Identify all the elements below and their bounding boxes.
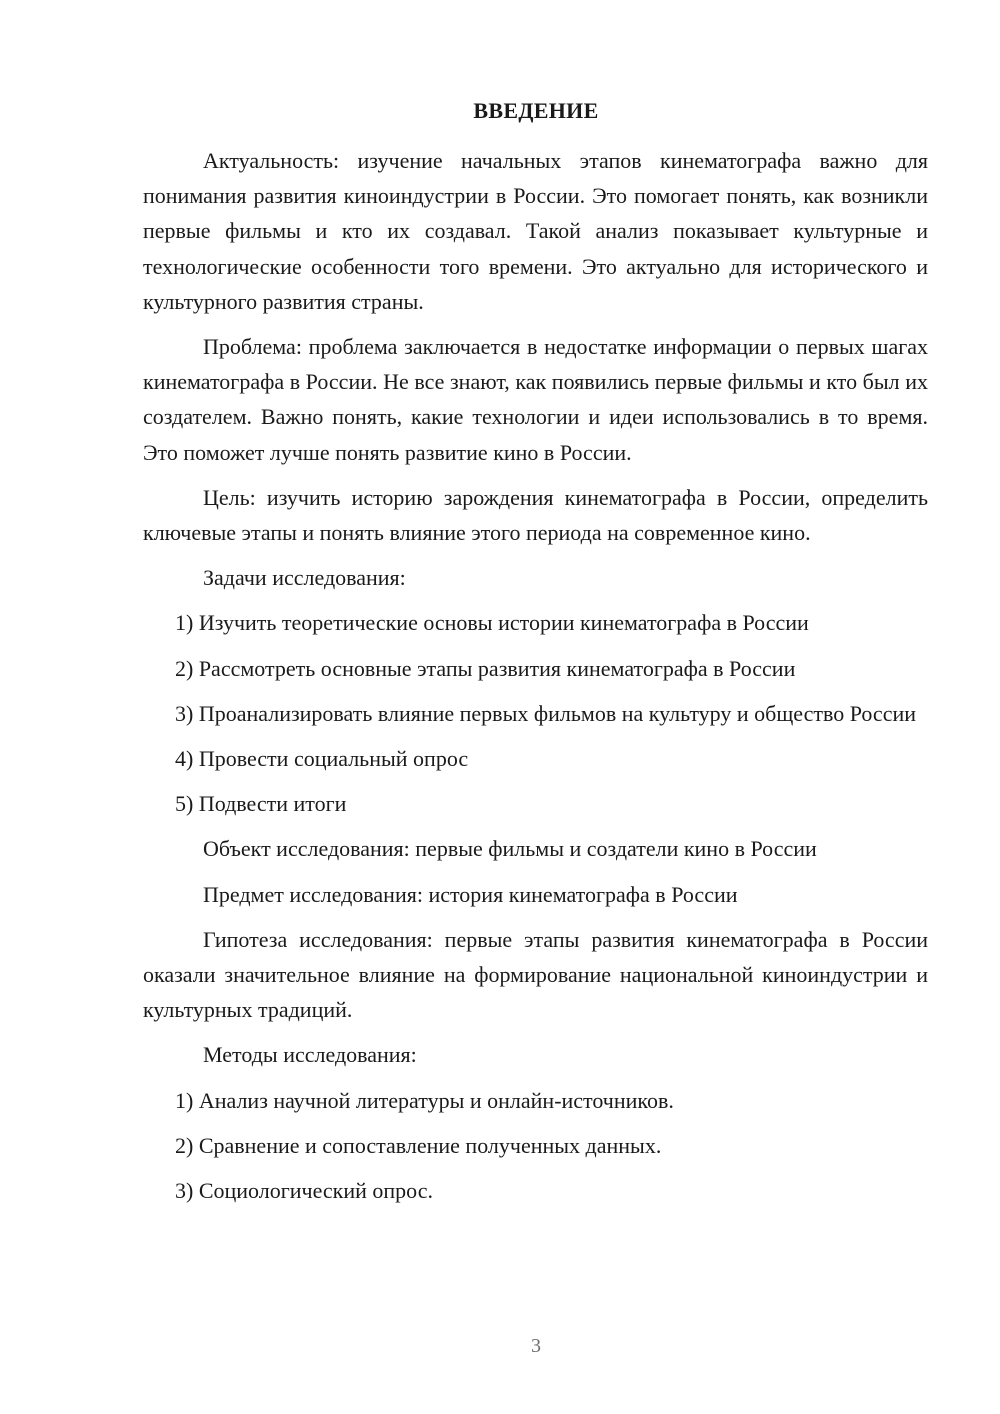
task-item: 2) Рассмотреть основные этапы развития кинематографа в России <box>175 655 796 681</box>
problem-paragraph: Проблема: проблема заключается в недостатке информации о первых шагах кинематографа в России. Не все знают, как появились первые фильмы и кто был их создателем. Важно понять, какие технологии и идеи использовались в то время. Это поможет лучше понять развитие кино в России. <box>143 334 928 465</box>
tasks-heading: Задачи исследования: <box>203 565 406 591</box>
page-number: 3 <box>531 1335 541 1357</box>
task-item: 3) Проанализировать влияние первых фильмов на культуру и общество России <box>175 700 917 726</box>
goal-paragraph: Цель: изучить историю зарождения кинематографа в России, определить ключевые этапы и понять влияние этого периода на современное кино. <box>143 484 928 546</box>
method-item: 1) Анализ научной литературы и онлайн-источников. <box>175 1087 674 1113</box>
object-paragraph: Объект исследования: первые фильмы и создатели кино в России <box>203 836 817 862</box>
relevance-paragraph: Актуальность: изучение начальных этапов кинематографа важно для понимания развития киноиндустрии в России. Это помогает понять, как возникли первые фильмы и кто их создавал. Такой анализ показывает культурные и технологические особенности того времени. Это актуально для исторического и культурного развития страны. <box>143 148 928 314</box>
task-item: 1) Изучить теоретические основы истории кинематографа в России <box>175 610 809 636</box>
method-item: 2) Сравнение и сопоставление полученных данных. <box>175 1132 662 1158</box>
hypothesis-paragraph: Гипотеза исследования: первые этапы развития кинематографа в России оказали значительное влияние на формирование национальной киноиндустрии и культурных традиций. <box>143 926 928 1023</box>
task-item: 4) Провести социальный опрос <box>175 746 469 772</box>
page-content <box>143 143 928 1208</box>
methods-heading: Методы исследования: <box>203 1042 417 1068</box>
page-title: ВВЕДЕНИЕ <box>473 98 599 123</box>
method-item: 3) Социологический опрос. <box>175 1178 433 1204</box>
subject-paragraph: Предмет исследования: история кинематографа в России <box>203 881 738 907</box>
task-item: 5) Подвести итоги <box>175 791 347 817</box>
